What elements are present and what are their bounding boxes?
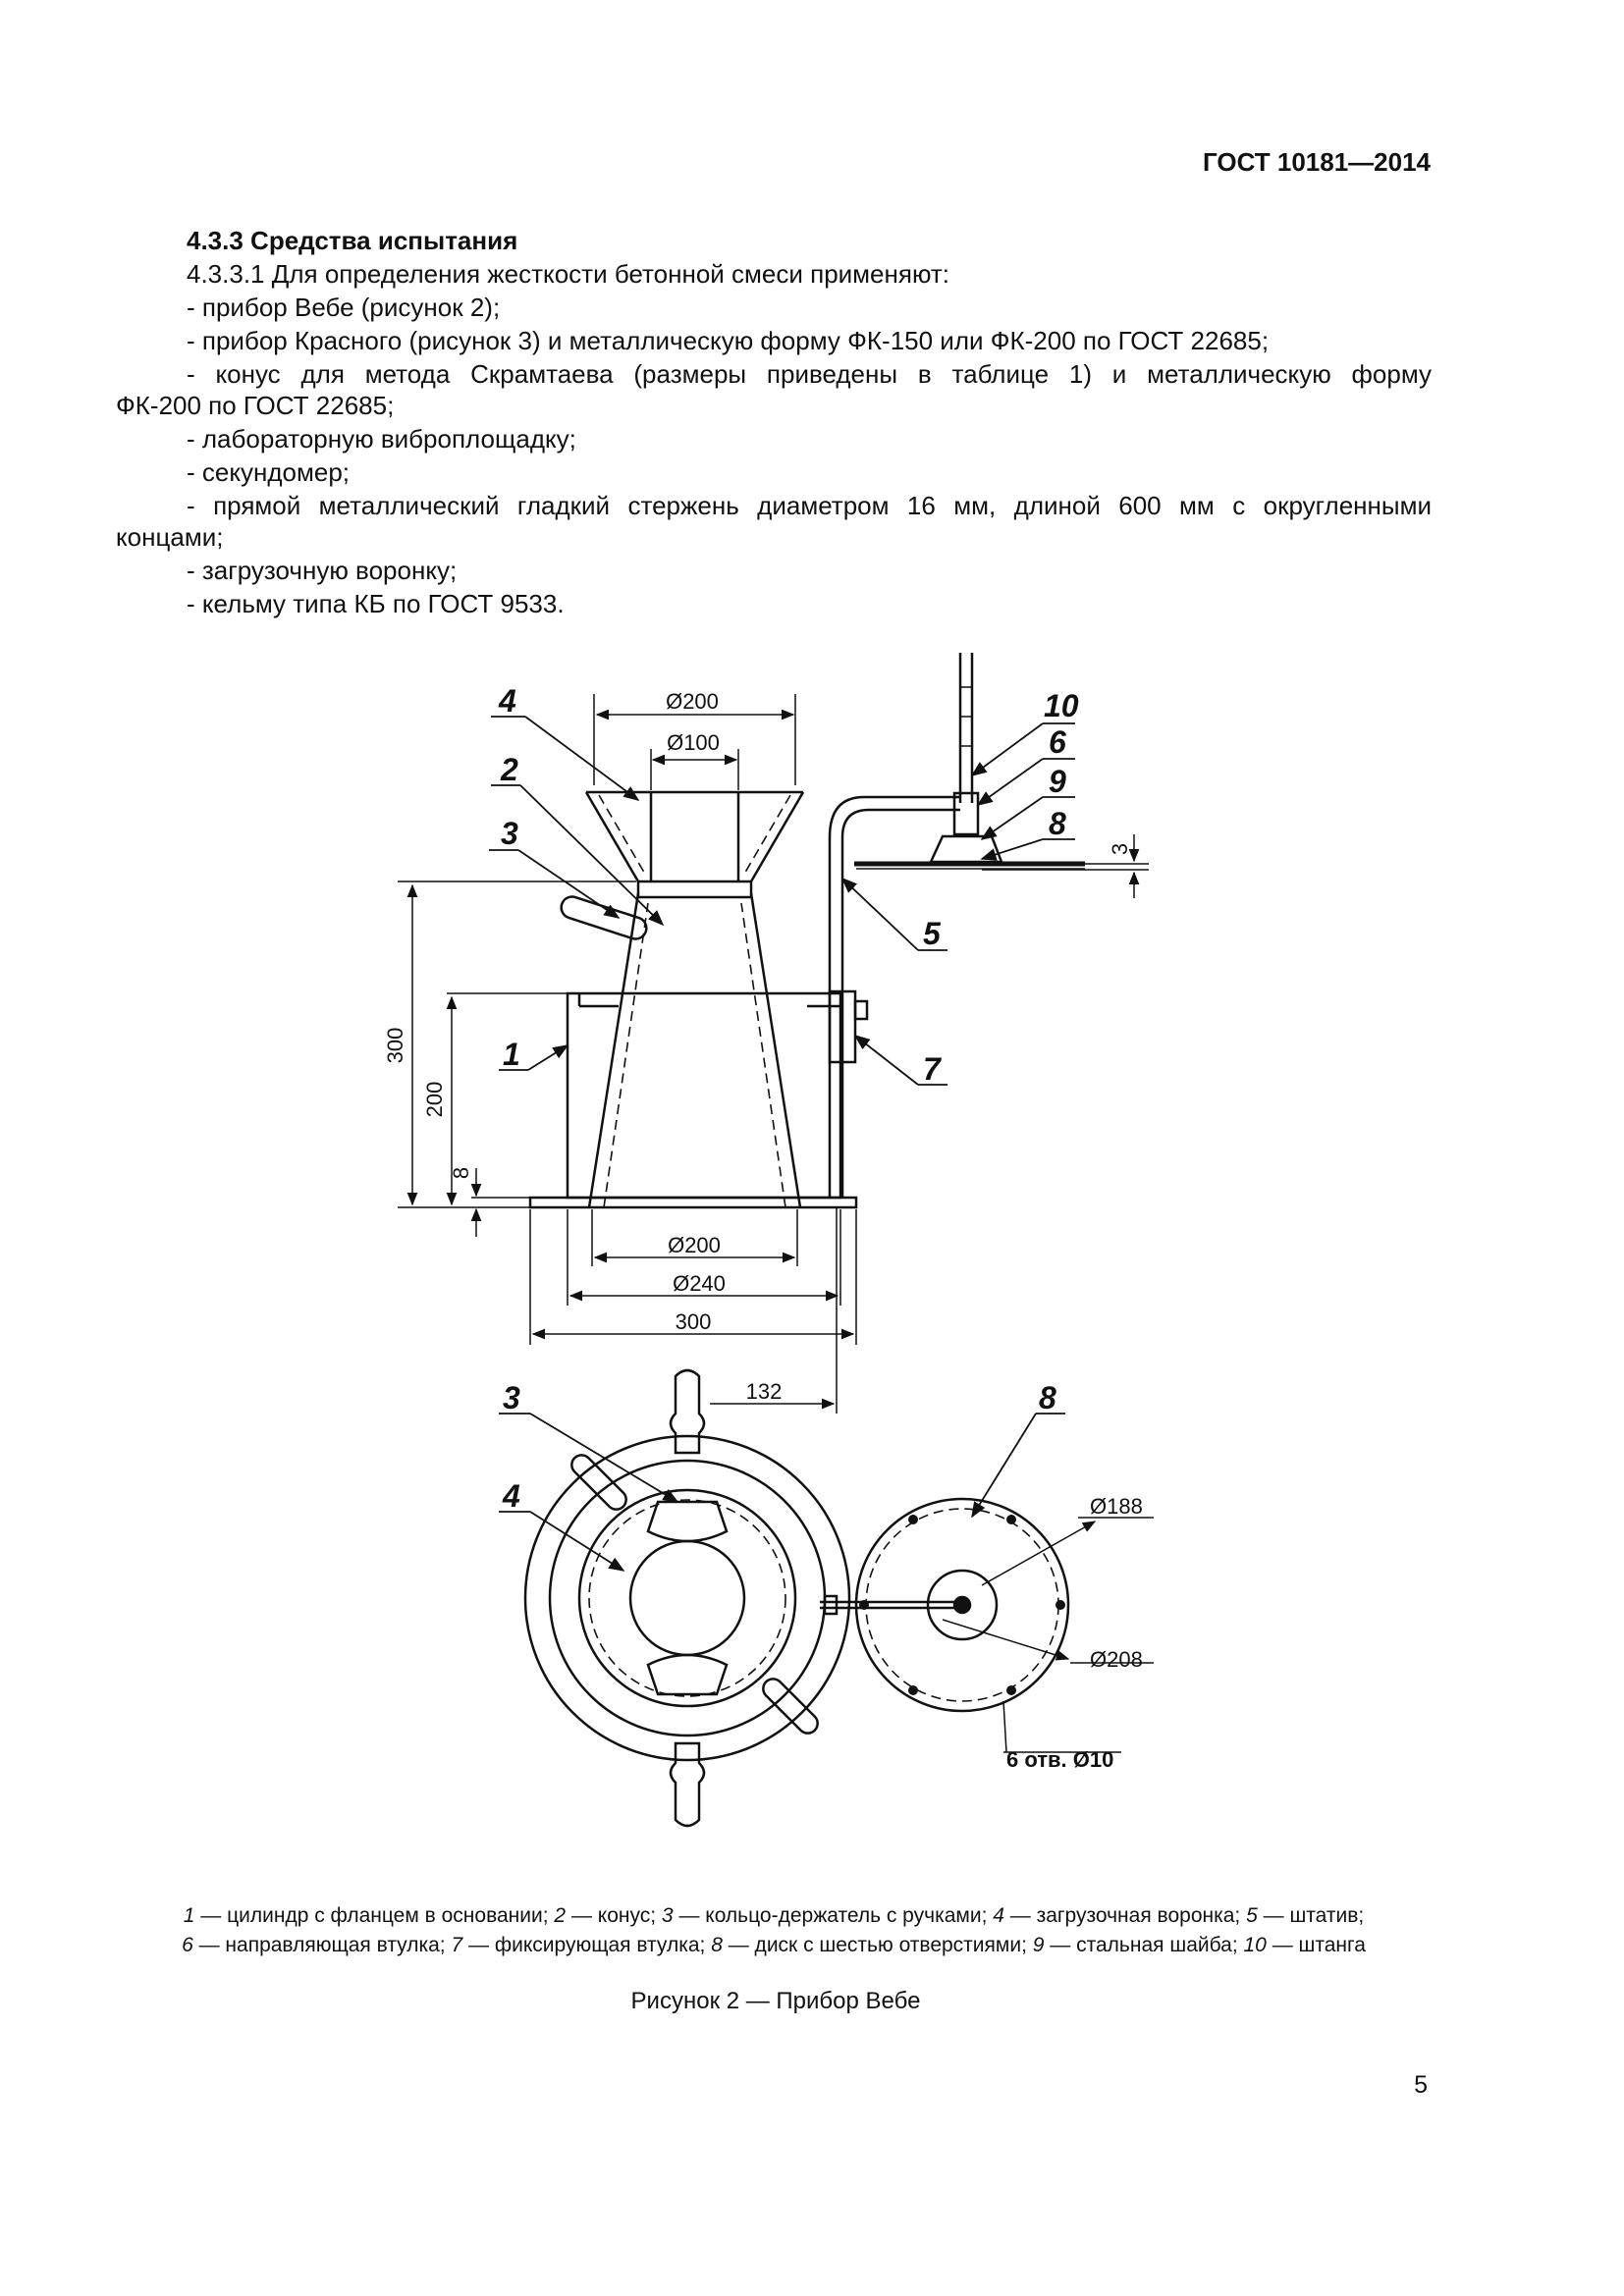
- figure-legend-line-2: [116, 1931, 1432, 1960]
- legend-num: 1: [183, 1904, 195, 1927]
- callout-8: 8: [1049, 806, 1066, 841]
- dim-gap3: 3: [1108, 842, 1132, 856]
- list-item-continuation: ФК-200 по ГОСТ 22685;: [116, 391, 395, 420]
- legend-num: 8: [711, 1934, 723, 1956]
- callout-1: 1: [503, 1037, 520, 1072]
- legend-num: 5: [1246, 1904, 1258, 1927]
- legend-text: — штанга: [1266, 1934, 1366, 1956]
- list-item: - загрузочную воронку;: [187, 556, 458, 585]
- list-item: - конус для метода Скрамтаева (размеры приведены в таблице 1) и металлическую форму: [187, 359, 1432, 389]
- figure-caption: Рисунок 2 — Прибор Вебе: [630, 1988, 921, 2014]
- callout-6: 6: [1049, 724, 1066, 760]
- legend-num: 7: [451, 1934, 463, 1956]
- dim-h200: 200: [422, 1081, 447, 1118]
- dim-h300: 300: [383, 1027, 407, 1064]
- legend-text: — направляющая втулка;: [192, 1934, 452, 1956]
- callout-10: 10: [1044, 688, 1079, 723]
- list-item: - прямой металлический гладкий стержень диаметром 16 мм, длиной 600 мм с округленными: [187, 491, 1432, 520]
- list-item: - прибор Вебе (рисунок 2);: [187, 293, 501, 322]
- legend-num: 2: [554, 1904, 567, 1927]
- legend-text: — диск с шестью отверстиями;: [722, 1934, 1033, 1956]
- dim-h8: 8: [449, 1166, 473, 1180]
- section-intro: 4.3.3.1 Для определения жесткости бетонной смеси применяют:: [187, 259, 950, 289]
- list-item: - прибор Красного (рисунок 3) и металлическую форму ФК-150 или ФК-200 по ГОСТ 22685;: [187, 326, 1270, 355]
- callout-4-plan: 4: [503, 1478, 520, 1514]
- legend-text: — цилиндр с фланцем в основании;: [194, 1904, 555, 1927]
- callout-7: 7: [923, 1051, 941, 1087]
- list-item: - лабораторную виброплощадку;: [187, 424, 576, 454]
- list-item: - секундомер;: [187, 457, 351, 487]
- dim-holes: 6 отв. Ø10: [1006, 1747, 1114, 1772]
- legend-text: — загрузочная воронка;: [1003, 1904, 1247, 1927]
- callout-5: 5: [923, 916, 941, 951]
- legend-text: — стальная шайба;: [1044, 1934, 1244, 1956]
- callout-3-plan: 3: [503, 1380, 520, 1415]
- legend-text: — фиксирующая втулка;: [462, 1934, 712, 1956]
- callout-9: 9: [1049, 764, 1066, 799]
- legend-text: — штатив;: [1257, 1904, 1365, 1927]
- list-item-continuation: концами;: [116, 522, 224, 552]
- callout-4: 4: [499, 683, 516, 719]
- legend-num: 3: [661, 1904, 674, 1927]
- dim-d200-bottom: Ø200: [668, 1233, 721, 1257]
- dim-d240: Ø240: [673, 1271, 726, 1296]
- callout-2: 2: [501, 752, 518, 787]
- vebe-apparatus-drawing: [0, 628, 1624, 1895]
- dim-d200-top: Ø200: [666, 689, 719, 714]
- legend-num: 10: [1243, 1934, 1267, 1956]
- legend-num: 6: [182, 1934, 193, 1956]
- list-item: - кельму типа КБ по ГОСТ 9533.: [187, 589, 565, 618]
- document-number: ГОСТ 10181—2014: [1203, 147, 1431, 177]
- page-number: 5: [1414, 2071, 1428, 2099]
- dim-d208: Ø208: [1090, 1647, 1143, 1672]
- dim-w132: 132: [745, 1379, 783, 1404]
- legend-num: 9: [1032, 1934, 1045, 1956]
- dim-w300: 300: [675, 1309, 712, 1334]
- dim-d100: Ø100: [667, 730, 720, 755]
- legend-num: 4: [993, 1904, 1004, 1927]
- section-title: 4.3.3 Средства испытания: [187, 226, 518, 255]
- callout-3: 3: [501, 816, 518, 851]
- dim-d188: Ø188: [1090, 1494, 1143, 1519]
- callout-8-plan: 8: [1039, 1380, 1056, 1415]
- figure-legend-line-1: [116, 1901, 1432, 1931]
- legend-text: — кольцо-держатель с ручками;: [673, 1904, 994, 1927]
- legend-text: — конус;: [566, 1904, 662, 1927]
